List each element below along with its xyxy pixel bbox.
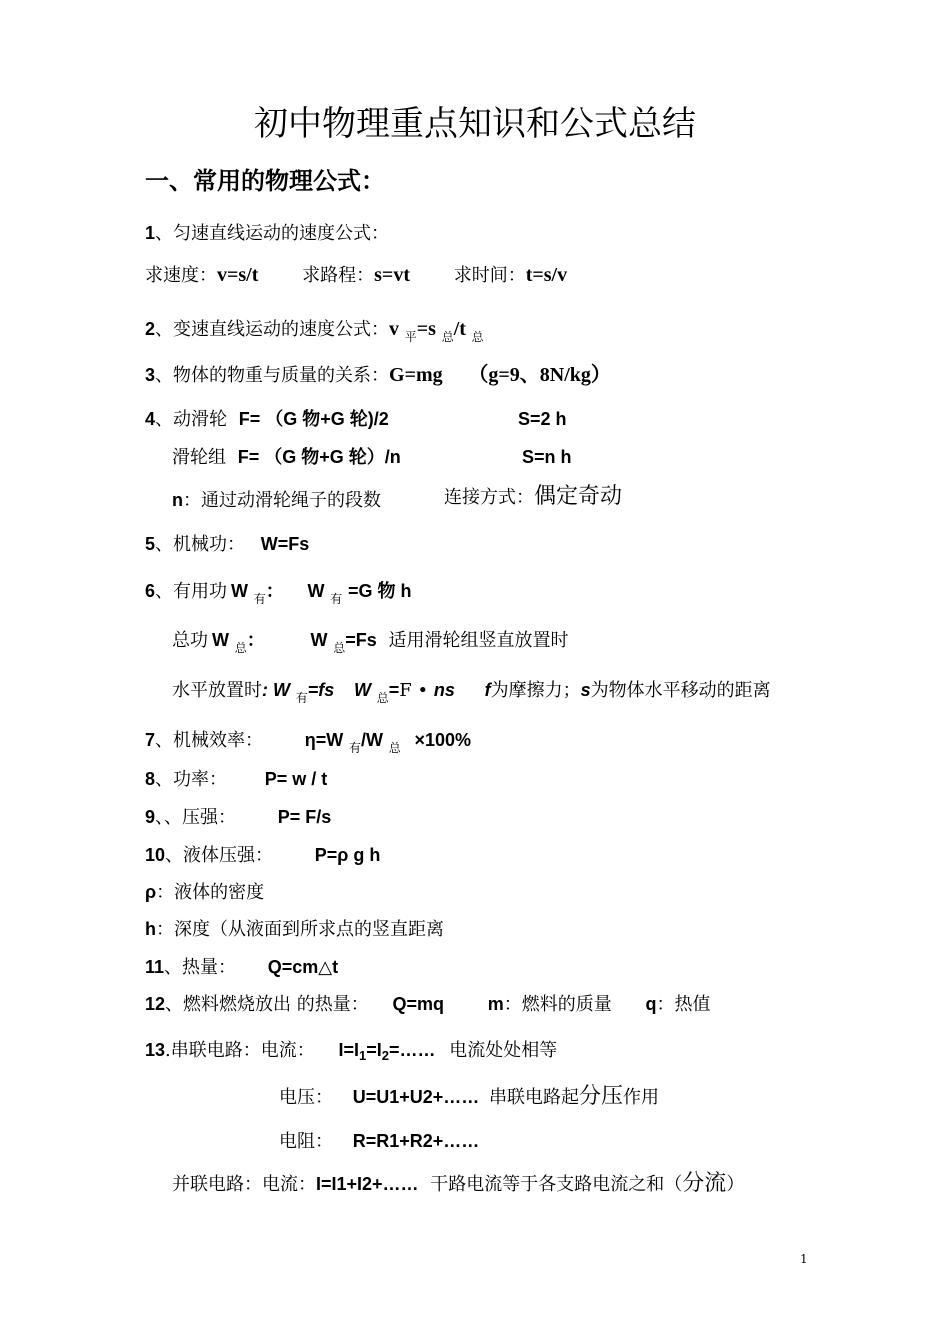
formula-line-2: 2、变速直线运动的速度公式：v $_平$=s $_总$/t $_总$ — [145, 318, 484, 344]
item-number: 1 — [145, 223, 156, 243]
formula-line-horizontal: 水平放置时: W $_有$=fs W $_总$=F • ns f为摩擦力；s为物体水平移动的距离 — [172, 680, 771, 705]
formula: F= （G 物+G 轮）/n — [237, 447, 401, 467]
item-number: 10 — [145, 845, 166, 865]
formula: t=s/v — [525, 264, 568, 286]
formula: v=s/t — [217, 264, 259, 286]
section-heading: 一、常用的物理公式： — [145, 167, 385, 195]
definition-rho: ρ：液体的密度 — [145, 882, 265, 903]
item-number: 12 — [145, 994, 166, 1014]
label: 求路程： — [302, 265, 375, 286]
formula-line-11: 11、热量： Q=cm△t — [145, 957, 339, 978]
item-number: 3 — [145, 365, 156, 385]
label: 求速度： — [145, 265, 217, 286]
formula-line-13: 13.串联电路：电流： $I=I_1=I_2=\dots\dots$ 电流处处相等 — [145, 1040, 558, 1063]
item-number: 11 — [145, 957, 165, 977]
formula-line-3 — [145, 364, 611, 387]
formula-line-1 — [145, 222, 389, 245]
formula: F= （G 物+G 轮)/2 — [238, 409, 389, 429]
formula: P=ρ g h — [314, 845, 381, 865]
item-text: 、物体的物重与质量的关系： — [155, 365, 390, 386]
definition-h: h：深度（从液面到所求点的竖直距离 — [145, 919, 444, 940]
formula: P= F/s — [277, 807, 332, 827]
item-number: 7 — [145, 730, 156, 750]
formula-line-8: 8、功率： P= w / t — [145, 769, 328, 790]
formula: v — [389, 318, 400, 340]
formula-line-7: 7、机械效率： η=W $_有$/W $_总$ ×100% — [145, 730, 472, 755]
formula-line-pulley — [172, 446, 401, 469]
formula-line-9: 9、、压强： P= F/s — [145, 807, 332, 828]
parallel-current: 并联电路：电流：I=I1+I2+…… 干路电流等于各支路电流之和（分流） — [172, 1171, 745, 1196]
connection-mode: 连接方式：偶定奇动 — [444, 484, 623, 509]
formula-line-5: 5、机械功： W=Fs — [145, 534, 310, 555]
item-text: 滑轮组 — [172, 447, 226, 468]
formula: S=n h — [522, 447, 572, 467]
item-text: 、动滑轮 — [155, 409, 228, 430]
formula: =G 物 h — [347, 581, 412, 601]
series-resistance: 电阻： R=R1+R2+…… — [279, 1131, 480, 1152]
formula-line-6: 6、有用功 W $_有$： W $_有$ =G 物 h — [145, 581, 412, 606]
formula-line-n: n：通过动滑轮绳子的段数 — [172, 490, 381, 511]
label: 求时间： — [453, 265, 526, 286]
formula-line-total-work: 总功 W $_总$： W $_总$=Fs 适用滑轮组竖直放置时 — [172, 630, 569, 655]
page-title: 初中物理重点知识和公式总结 — [254, 104, 696, 144]
series-voltage: 电压： U=U1+U2+…… 串联电路起分压作用 — [279, 1084, 660, 1109]
formula: P= w / t — [264, 769, 328, 789]
item-text: 、匀速直线运动的速度公式： — [155, 223, 390, 244]
item-number: 4 — [145, 409, 156, 429]
formula-line-4 — [145, 408, 389, 431]
item-number: 13 — [145, 1040, 166, 1060]
formula: Q=cm△t — [267, 957, 339, 977]
formula: G=mg — [389, 364, 443, 386]
item-number: 5 — [145, 534, 156, 554]
formula: S=2 h — [518, 409, 567, 429]
item-text: 、变速直线运动的速度公式： — [155, 319, 390, 340]
item-number: 8 — [145, 769, 156, 789]
item-number: 6 — [145, 581, 156, 601]
formula-line-10: 10、液体压强： P=ρ g h — [145, 845, 381, 866]
formula: W=Fs — [260, 534, 310, 554]
formula: Q=mq — [392, 994, 445, 1014]
item-number: 9 — [145, 807, 156, 827]
formula-line-speed — [145, 264, 567, 287]
formula: =Fs — [345, 630, 377, 650]
formula-note: （g=9、8N/kg） — [468, 364, 611, 386]
page-number: 1 — [800, 1252, 808, 1266]
formula: s=vt — [374, 264, 410, 286]
item-number: 2 — [145, 319, 156, 339]
formula-line-12: 12、燃料燃烧放出 的热量： Q=mq m：燃料的质量 q：热值 — [145, 994, 711, 1015]
